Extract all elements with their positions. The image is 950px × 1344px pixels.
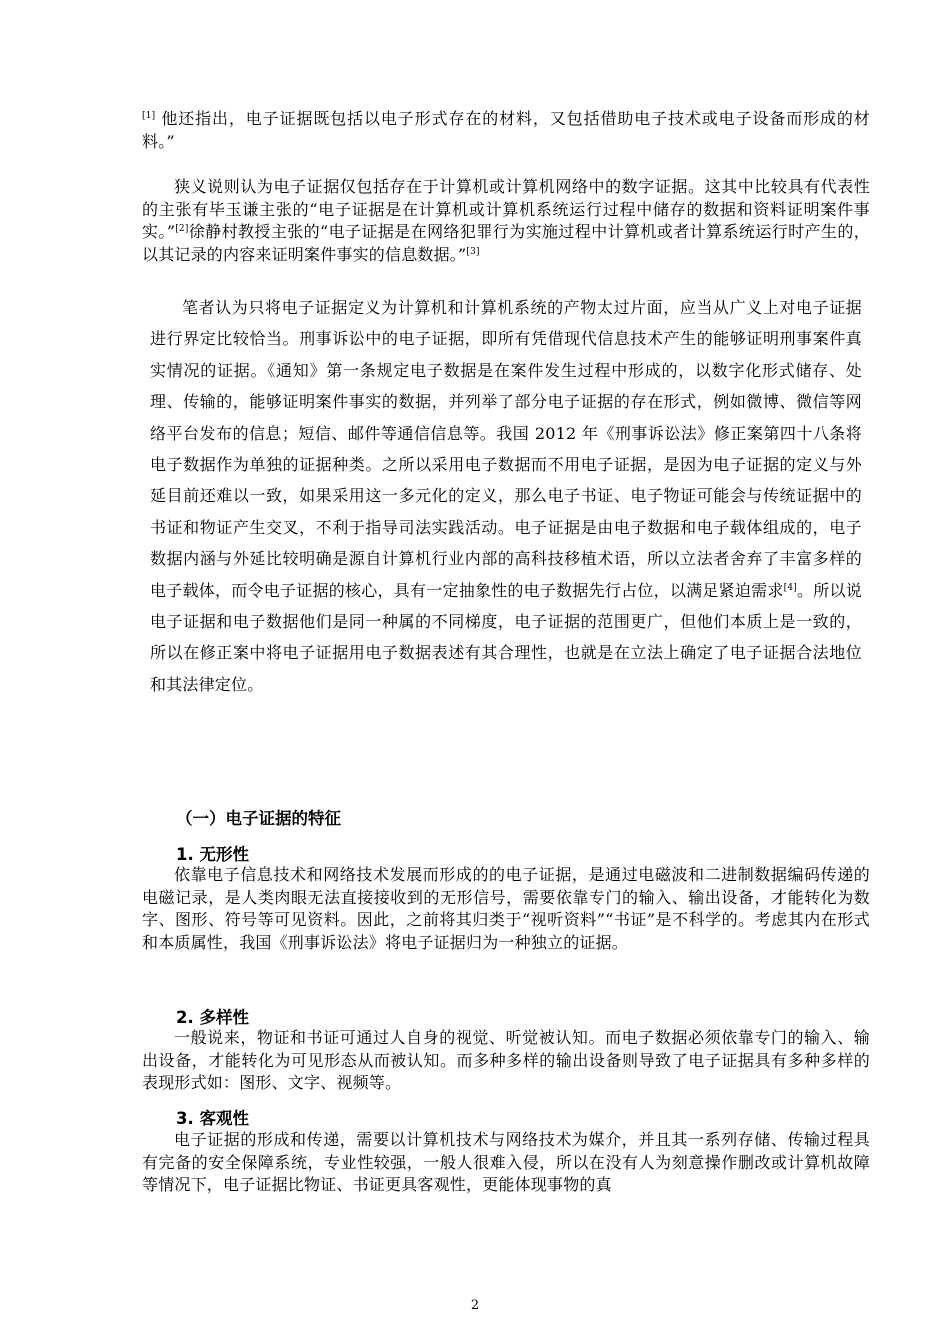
citation-3: [3]: [466, 246, 480, 257]
subsection-heading-diversity: 2. 多样性: [176, 1008, 249, 1027]
paragraph-text: 徐静村教授主张的“电子证据是在网络犯罪行为实施过程中计算机或者计算系统运行时产生的，以其记录的内容来证明案件事实的信息数据。”: [142, 222, 870, 264]
section-heading-features: （一）电子证据的特征: [176, 809, 341, 828]
paragraph-author-view: [150, 292, 862, 700]
page-number: 2: [470, 1298, 480, 1313]
paragraph-diversity: 一般说来，物证和书证可通过人自身的视觉、听觉被认知。而电子数据必须依靠专门的输入、输出设备，才能转化为可见形态从而被认知。而多种多样的输出设备则导致了电子证据具有多种多样的表现形式如：图形、文字、视频等。: [142, 1028, 870, 1093]
citation-1: [1]: [142, 111, 156, 121]
paragraph-broad-definition-end: [142, 108, 870, 153]
subsection-heading-objectivity: 3. 客观性: [176, 1109, 249, 1128]
paragraph-text: 狭义说则认为电子证据仅包括存在于计算机或计算机网络中的数字证据。这其中比较具有代表性的主张有毕玉谦主张的“电子证据是在计算机或计算机系统运行过程中储存的数据和资料证明案件事实。”: [142, 177, 870, 242]
paragraph-objectivity: 电子证据的形成和传递，需要以计算机技术与网络技术为媒介，并且其一系列存储、传输过程具有完备的安全保障系统，专业性较强，一般人很难入侵，所以在没有人为刻意操作删改或计算机故障等情况下，电子证据比物证、书证更具客观性，更能体现事物的真: [142, 1130, 870, 1195]
paragraph-text: 。所以说电子证据和电子数据他们是同一种属的不同梯度，电子证据的范围更广，但他们本质上是一致的，所以在修正案中将电子证据用电子数据表述有其合理性，也就是在立法上确定了电子证据合法地位和其法律定位。: [150, 580, 862, 694]
citation-4: [4]: [783, 582, 797, 593]
paragraph-text: 他还指出，电子证据既包括以电子形式存在的材料，又包括借助电子技术或电子设备而形成的材料。”: [142, 109, 870, 151]
paragraph-intangibility: 依靠电子信息技术和网络技术发展而形成的的电子证据，是通过电磁波和二进制数据编码传递的电磁记录，是人类肉眼无法直接接收到的无形信号，需要依靠专门的输入、输出设备，才能转化为数字、图形、符号等可见资料。因此，之前将其归类于“视听资料”“书证”是不科学的。考虑其内在形式和本质属性，我国《刑事诉讼法》将电子证据归为一种独立的证据。: [142, 865, 870, 952]
citation-2: [2]: [175, 224, 189, 235]
paragraph-text: 笔者认为只将电子证据定义为计算机和计算机系统的产物太过片面，应当从广义上对电子证据进行界定比较恰当。刑事诉讼中的电子证据，即所有凭借现代信息技术产生的能够证明刑事案件真实情况的证据。《通知》第一条规定电子数据是在案件发生过程中形成的，以数字化形式储存、处理、传输的，能够证明案件事实的数据，并列举了部分电子证据的存在形式，例如微博、微信等网络平台发布的信息；短信、邮件等通信信息等。我国 2012 年《刑事诉讼法》修正案第四十八条将电子数据作为单独的证据种类。之所以采用电子数据而不用电子证据，是因为电子证据的定义与外延目前还难以一致，如果采用这一多元化的定义，那么电子书证、电子物证可能会与传统证据中的书证和物证产生交叉，不利于指导司法实践活动。电子证据是由电子数据和电子载体组成的，电子数据内涵与外延比较明确是源自计算机行业内部的高科技移植术语，所以立法者舍弃了丰富多样的电子载体，而令电子证据的核心，具有一定抽象性的电子数据先行占位，以满足紧迫需求: [150, 298, 862, 600]
paragraph-narrow-definition: [142, 176, 870, 266]
subsection-heading-intangibility: 1. 无形性: [176, 845, 249, 864]
